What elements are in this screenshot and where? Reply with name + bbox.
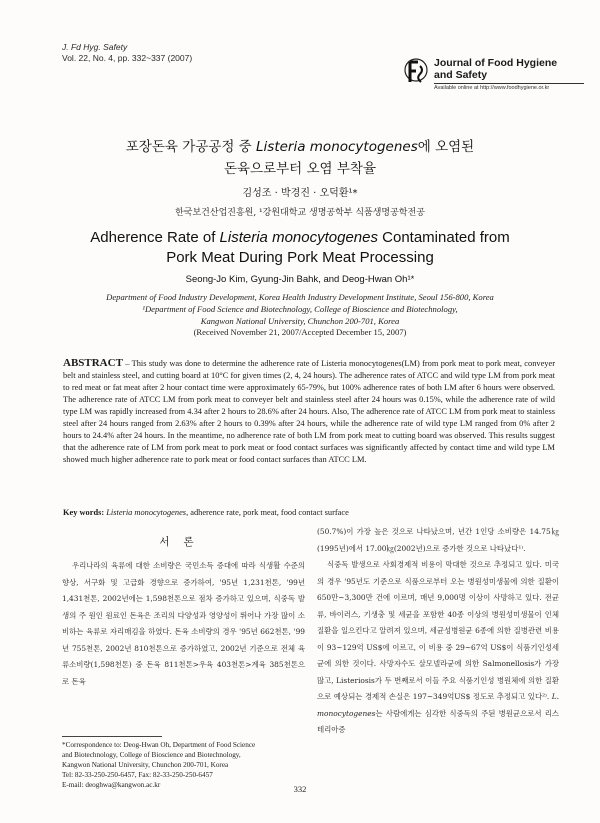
keywords-label: Key words: [63, 508, 105, 517]
correspondence-footnote [62, 740, 312, 790]
keywords-rest: , adherence rate, pork meat, food contact surface [186, 508, 349, 517]
abstract-text: – This study was done to determine the adherence rate of Listeria monocytogenes(LM) from pork meat to pork meat, conveyer belt and stainless steel, and cutting board at 10°C for given times (2, 4, 24 hours). The adherence rates of ATCC and wild type LM from pork meat to red meat or fat meat after 2 hour contact time were approximately 65-79%, but 100% adherence rates of both LM after 6 hours were observed. The adherence rate of ATCC LM from pork meat to conveyer belt and stainless steel after 24 hours was 0.15%, while the adherence rate of wild type LM was rapidly increased from 4.34 after 2 hours to 28.6% after 24 hours. Also, The adherence rate of ATCC LM from pork meat to stainless steel after 24 hours ranged from 2.63% after 2 hours to 0.39% after 24 hours, while the adherence rate of wild type LM ranged from 0% after 2 hours to 24.4% after 24 hours. In the meantime, no adherence rate of both LM from pork meat to cutting board was observed. This results suggest that the adherence rate of LM from pork meat to pork meat or food contact surfaces was significantly affected by contact time and wild type LM showed much higher adherence rate to pork meat or food contact surfaces than ATCC LM. [63, 359, 555, 464]
english-authors: Seong-Jo Kim, Gyung-Jin Bahk, and Deog-Hwan Oh¹* [185, 274, 415, 285]
korean-title [0, 136, 600, 180]
logo-divider [434, 83, 584, 84]
footnote-line-1: *Correspondence to: Deog-Hwan Oh, Department of Food Science [62, 741, 256, 749]
left-column-text: 우리나라의 육류에 대한 소비량은 국민소득 증대에 따라 식생활 수준의 향상, 서구화 및 고급화 경향으로 증가하여, '95년 1,231천톤, '99년 1,431천톤, 2002년에는 1,598천톤으로 점차 증가하고 있으며, 식중독 발생의 주 원인 원료인 돈육은 조리의 다양성과 영양성이 뛰어나 가장 많이 소비하는 육류로 자리매김을 하였다. 돈육 소비량의 경우 '95년 662천톤, '99년 755천톤, 2002년 810천톤으로 증가하였고, 2002년 기준으로 전체 육류소비량(1,598천톤) 중 돈육 811천톤>우육 403천톤>계육 385천톤으로 돈육 [62, 561, 305, 686]
section-heading-introduction: 서론 [159, 536, 208, 548]
english-title-species: Listeria monocytogenes [219, 229, 378, 246]
footnote-divider [62, 736, 162, 737]
right-column [317, 524, 559, 739]
page-number: 332 [293, 784, 307, 794]
right-column-text-2: 식중독 발생으로 사회경제적 비용이 막대한 것으로 추정되고 있다. 미국의 경우 '95년도 기준으로 식품으로부터 오는 병원성미생물에 의한 질환이 650만~3,300만 건에 이르며, 매년 9,000명 이상이 사망하고 있다. 전균류, 바이러스, 기생충 및 세균을 포함한 40종 이상의 병원성미생물이 인체질환을 일으킨다고 알려져 있으며, 세균성병원균 6종에 의한 질병관련 비용이 93~129억 US$에 이르고, 이 비용 중 29~67억 US$이 식품기인성세균에 의한 것이다. 사망자수도 살모넬라균에 의한 Salmonellosis가 가장 많고, Listeriosis가 두 번째로서 이들 주요 식품기인성 병원체에 의한 질환으로 예상되는 경제적 손실은 197~349억US$ 정도로 추정되고 있다²⁾. [317, 560, 559, 701]
korean-title-line2: 돈육으로부터 오염 부착율 [223, 161, 377, 177]
right-column-species: L. monocytogenes [317, 692, 559, 718]
journal-url: Available online at http://www.foodhygiene.or.kr [434, 85, 550, 91]
english-title-line2: Pork Meat During Pork Meat Processing [166, 249, 434, 266]
abstract-label: ABSTRACT [63, 357, 123, 369]
korean-affiliation: 한국보건산업진흥원, ¹강원대학교 생명공학부 식품생명공학전공 [175, 208, 425, 218]
logo-line-1: Journal of Food Hygiene [434, 57, 558, 69]
english-title-suffix: Contaminated from [377, 229, 510, 246]
english-title-prefix: Adherence Rate of [90, 229, 220, 246]
english-affiliation [40, 291, 560, 327]
footnote-line-3: Kangwon National University, Chunchon 200-701, Korea [62, 761, 229, 769]
right-column-paragraph-1: (50.7%)이 가장 높은 것으로 나타났으며, 년간 1인당 소비량은 14.75㎏(1995년)에서 17.00㎏(2002년)으로 증가한 것으로 나타났다¹⁾. [317, 527, 559, 553]
keywords-species: Listeria monocytogenes [106, 508, 187, 517]
english-title [0, 228, 600, 268]
received-dates: (Received November 21, 2007/Accepted December 15, 2007) [193, 327, 407, 337]
journal-logo-icon [403, 54, 429, 88]
journal-short-name: J. Fd Hyg. Safety [62, 42, 128, 52]
keywords [63, 508, 555, 517]
right-column-text-3: 는 사람에게는 심각한 식중독의 주된 병원균으로서 리스테리아증 [317, 708, 559, 734]
korean-title-prefix: 포장돈육 가공공정 중 [125, 139, 257, 155]
volume-line: Vol. 22, No. 4, pp. 332~337 (2007) [62, 53, 193, 63]
footnote-line-4: Tel: 82-33-250-250-6457, Fax: 82-33-250-250-6457 [62, 771, 213, 779]
journal-citation [62, 42, 192, 64]
korean-title-species: Listeria monocytogenes [256, 139, 418, 155]
journal-logo-title [434, 57, 557, 81]
footnote-line-2: and Biotechnology, College of Bioscience and Biotechnology, [62, 751, 241, 759]
korean-title-suffix: 에 오염된 [417, 139, 475, 155]
affiliation-line-1: Department of Food Industry Development, Korea Health Industry Development Institute, Seoul 156-800, Korea [106, 292, 494, 302]
footnote-email: E-mail: deoghwa@kangwon.ac.kr [62, 781, 161, 789]
abstract [63, 357, 555, 466]
korean-authors: 김성조 · 박경진 · 오덕환¹* [242, 188, 358, 199]
right-column-paragraph-2 [317, 557, 559, 739]
affiliation-line-2: ¹Department of Food Science and Biotechnology, College of Bioscience and Biotechnology, [142, 304, 458, 314]
logo-line-2: and Safety [434, 69, 488, 81]
affiliation-line-3: Kangwon National University, Chunchon 200-701, Korea [200, 316, 400, 326]
